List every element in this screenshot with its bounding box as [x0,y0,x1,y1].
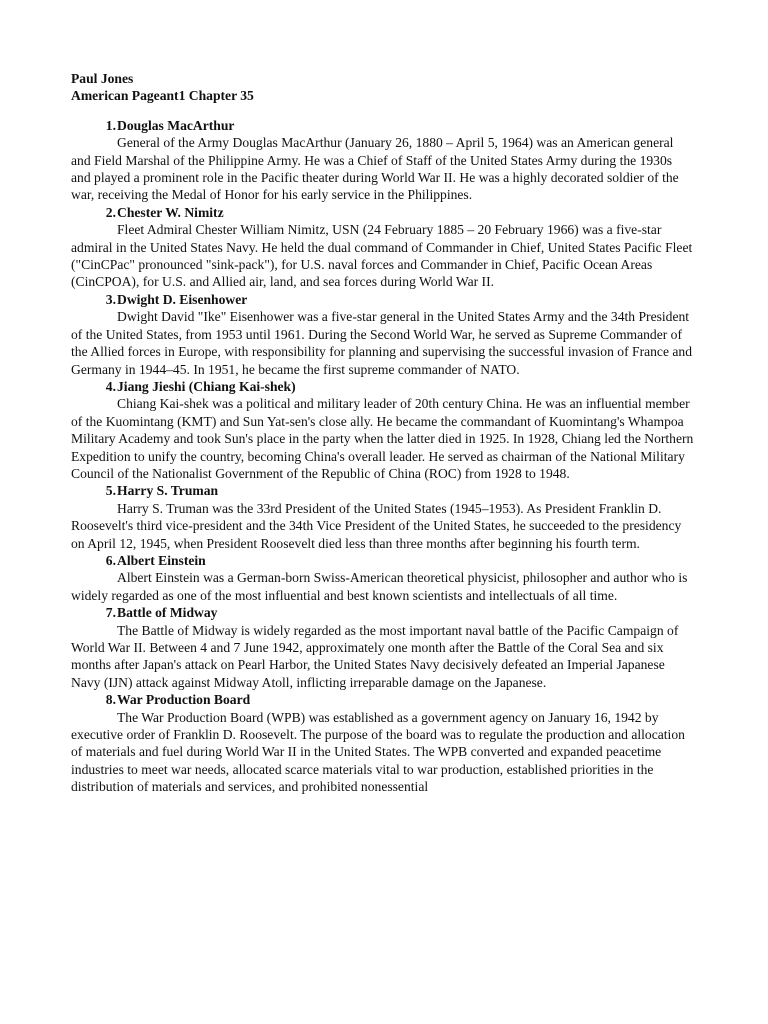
term-heading [71,291,695,308]
term-number: 7. [105,605,116,621]
author-name: Paul Jones [71,71,134,86]
term-number: 2. [105,204,116,220]
term-heading [71,378,695,395]
term-heading [71,117,695,134]
course-chapter-title: American Pageant1 Chapter 35 [71,88,254,104]
term-description: The Battle of Midway is widely regarded as the most important naval battle of the Pacific Campaign of World War II. Between 4 and 7 June 1942, approximately one month after the Battle of the Coral Sea and six months after Japan's attack on Pearl Harbor, the United States Navy decisively defeated an Imperial Japanese Navy (IJN) attack against Midway Atoll, inflicting irreparable damage on the Japanese. [71,622,679,690]
term-title: Chester W. Nimitz [117,204,224,220]
term-description: Harry S. Truman was the 33rd President of the United States (1945–1953). As President Franklin D. Roosevelt's third vice-president and the 34th Vice President of the United States, he succeeded to the presidency on April 12, 1945, when President Roosevelt died less than three months after beginning his fourth term. [71,500,682,551]
term-description: Fleet Admiral Chester William Nimitz, USN (24 February 1885 – 20 February 1966) was a five-star admiral in the United States Navy. He held the dual command of Commander in Chief, United States Pacific Fleet ("CinCPac" pronounced "sink-pack"), for U.S. naval forces and Commander in Chief, Pacific Ocean Areas (CinCPOA), for U.S. and Allied air, land, and sea forces during World War II. [71,222,693,290]
term-title: War Production Board [117,692,251,708]
term-description: The War Production Board (WPB) was established as a government agency on January 16, 1942 by executive order of Franklin D. Roosevelt. The purpose of the board was to regulate the production and allocation of materials and fuel during World War II in the United States. The WPB converted and expanded peacetime industries to meet war needs, allocated scarce materials vital to war production, established priorities in the distribution of materials and services, and prohibited nonessential [71,709,685,795]
term-entry [71,482,695,552]
term-title: Dwight D. Eisenhower [117,291,248,307]
term-heading [71,691,695,708]
term-list [71,117,695,796]
term-entry [71,604,695,691]
term-heading [71,604,695,621]
term-entry [71,691,695,795]
term-number: 4. [105,378,116,394]
term-entry [71,204,695,291]
term-title: Harry S. Truman [117,483,219,499]
term-description: Chiang Kai-shek was a political and military leader of 20th century China. He was an influential member of the Kuomintang (KMT) and Sun Yat-sen's close ally. He became the commandant of Kuomintang's Whampoa Military Academy and took Sun's place in the party when the latter died in 1925. In 1928, Chiang led the Northern Expedition to unify the country, becoming China's overall leader. He served as chairman of the National Military Council of the Nationalist Government of the Republic of China (ROC) from 1928 to 1948. [71,396,694,481]
term-description: Albert Einstein was a German-born Swiss-American theoretical physicist, philosopher and author who is widely regarded as one of the most influential and best known scientists and intellectuals of all time. [71,570,688,603]
term-entry [71,552,695,604]
term-description: Dwight David "Ike" Eisenhower was a five-star general in the United States Army and the 34th President of the United States, from 1953 until 1961. During the Second World War, he served as Supreme Commander of the Allied forces in Europe, with responsibility for planning and supervising the successful invasion of France and Germany in 1944–45. In 1951, he became the first supreme commander of NATO. [71,309,693,377]
term-title: Battle of Midway [117,605,218,621]
term-heading [71,482,695,499]
term-number: 6. [105,552,116,568]
term-number: 5. [105,483,116,499]
term-entry [71,117,695,204]
term-number: 8. [105,692,116,708]
term-entry [71,378,695,482]
term-entry [71,291,695,378]
term-title: Douglas MacArthur [117,117,235,133]
term-title: Albert Einstein [117,552,206,568]
term-heading [71,204,695,221]
term-description: General of the Army Douglas MacArthur (January 26, 1880 – April 5, 1964) was an American general and Field Marshal of the Philippine Army. He was a Chief of Staff of the United States Army during the 1930s and played a prominent role in the Pacific theater during World War II. He was a highly decorated soldier of the war, receiving the Medal of Honor for his early service in the Philippines. [71,135,679,203]
document-page [71,70,695,796]
term-title: Jiang Jieshi (Chiang Kai-shek) [117,378,296,394]
term-heading [71,552,695,569]
term-number: 3. [105,291,116,307]
term-number: 1. [105,117,116,133]
